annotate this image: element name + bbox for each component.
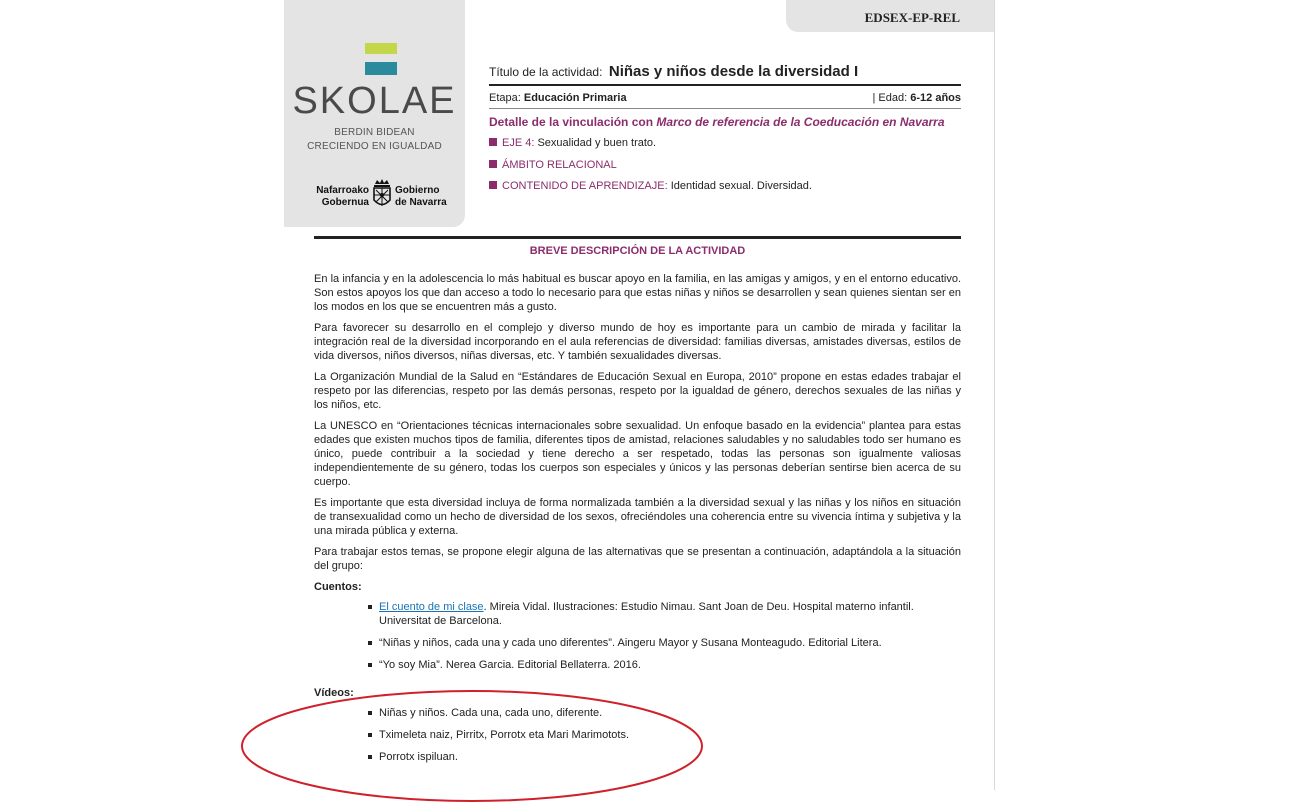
vinculacion-text: Sexualidad y buen trato. (537, 137, 657, 149)
title-label: Título de la actividad: (489, 65, 603, 79)
videos-heading: Vídeos: (314, 687, 354, 699)
logo-panel (284, 0, 465, 227)
detalle-heading (489, 115, 945, 129)
vinculacion-item (489, 180, 812, 192)
navarra-crest-icon (371, 178, 393, 210)
gov-left-line1: Nafarroako (316, 185, 369, 196)
gov-name-basque (312, 185, 369, 209)
document-code-tab (786, 0, 994, 32)
vinculacion-label: CONTENIDO DE APRENDIZAJE: (502, 180, 668, 192)
brand-subtitle-1: BERDIN BIDEAN (334, 127, 415, 138)
list-item: Niñas y niños. Cada una, cada uno, diferente. (379, 706, 961, 720)
vinculacion-item (489, 137, 656, 149)
edad-label: | Edad: (872, 92, 908, 104)
etapa-row (489, 92, 961, 104)
list-item (379, 600, 961, 628)
cuentos-list (314, 600, 961, 672)
vinculacion-label: EJE 4: (502, 137, 535, 149)
gov-right-line1: Gobierno (395, 185, 440, 196)
activity-title: Niñas y niños desde la diversidad I (608, 63, 859, 80)
document-code: EDSEX-EP-REL (864, 10, 960, 25)
cuentos-heading: Cuentos: (314, 581, 362, 593)
vinculacion-item (489, 159, 617, 171)
paragraph: La UNESCO en “Orientaciones técnicas internacionales sobre sexualidad. Un enfoque basado en la evidencia” plantea para estas edades que existen muchos tipos de familia, diferentes tipos de amistad, relaciones saludables y no saludables todo ser humano es único, puede contribuir a la sociedad y tiene derecho a ser respetado, todas las personas son igualmente valiosas independientemente de su género, todas los cuerpos son especiales y únicos y las personas deberían sentirse bien acerca de su cuerpo. (314, 420, 961, 488)
paragraph: La Organización Mundial de la Salud en “Estándares de Educación Sexual en Europa, 2010” propone en estas edades trabajar el respeto por las diferencias, respeto por las demás personas, respeto por la igualdad de género, derechos sexuales de las niñas y los niños, etc. (314, 371, 961, 411)
logo-bar-teal (365, 62, 397, 75)
gov-right-line2: de Navarra (395, 197, 447, 208)
vinculacion-text: Identidad sexual. Diversidad. (670, 180, 812, 192)
bullet-square-icon (489, 181, 497, 189)
logo-bar-green (365, 43, 397, 54)
list-item: “Niñas y niños, cada una y cada uno diferentes”. Aingeru Mayor y Susana Monteagudo. Editorial Litera. (379, 636, 961, 650)
gov-name-spanish (395, 185, 447, 209)
brand-subtitle-2: CRECIENDO EN IGUALDAD (307, 141, 442, 152)
paragraph: En la infancia y en la adolescencia lo más habitual es buscar apoyo en la familia, en las amigas y amigos, y en el entorno educativo. Son estos apoyos los que dan acceso a todo lo necesario para que estas niñas y niños se desarrollen y sean quienes sientan ser en los modos en los que se encuentren más a gusto. (314, 273, 961, 313)
description-body (314, 272, 961, 772)
paragraph: Es importante que esta diversidad incluya de forma normalizada también a la diversidad sexual y las niñas y los niños en situación de transexualidad como un hecho de diversidad de los sexos, ofreciéndoles una coherencia entre su vivencia íntima y subjetiva y la una mirada pública y externa. (314, 497, 961, 537)
etapa-label: Etapa: (489, 92, 521, 104)
activity-title-row (489, 63, 961, 81)
bullet-square-icon (489, 160, 497, 168)
cuento-link[interactable]: El cuento de mi clase (379, 601, 484, 613)
gov-left-line2: Gobernua (321, 197, 369, 208)
brand-name: SKOLAE (292, 80, 457, 122)
vinculacion-label: ÁMBITO RELACIONAL (502, 159, 617, 171)
section-title: BREVE DESCRIPCIÓN DE LA ACTIVIDAD (529, 245, 746, 257)
etapa-value: Educación Primaria (523, 92, 627, 104)
page-edge (994, 0, 995, 790)
list-item: “Yo soy Mia”. Nerea Garcia. Editorial Bellaterra. 2016. (379, 658, 961, 672)
cuento-details: . Mireia Vidal. Ilustraciones: Estudio Nimau. Sant Joan de Deu. Hospital materno infantil. Universitat de Barcelona. (379, 601, 914, 627)
etapa-divider (489, 108, 961, 109)
edad-block (873, 92, 961, 104)
detalle-reference: Marco de referencia de la Coeducación en Navarra (656, 115, 945, 129)
bullet-square-icon (489, 138, 497, 146)
paragraph: Para favorecer su desarrollo en el complejo y diverso mundo de hoy es importante para un cambio de mirada y facilitar la integración real de la diversidad incorporando en el aula referencias de diversidad: familias diversas, amistades diversas, estilos de vida diversos, niños diversos, niñas diversas, etc. Y también sexualidades diversas. (314, 322, 961, 362)
edad-value: 6-12 años (910, 92, 961, 104)
paragraph: Para trabajar estos temas, se propone elegir alguna de las alternativas que se presentan a continuación, adaptándola a la situación del grupo: (314, 546, 961, 572)
section-divider (314, 236, 961, 239)
videos-list (314, 706, 961, 764)
list-item: Porrotx ispiluan. (379, 750, 961, 764)
list-item: Tximeleta naiz, Pirritx, Porrotx eta Mari Marimotots. (379, 728, 961, 742)
title-divider (489, 84, 961, 86)
detalle-prefix: Detalle de la vinculación con (489, 115, 654, 129)
